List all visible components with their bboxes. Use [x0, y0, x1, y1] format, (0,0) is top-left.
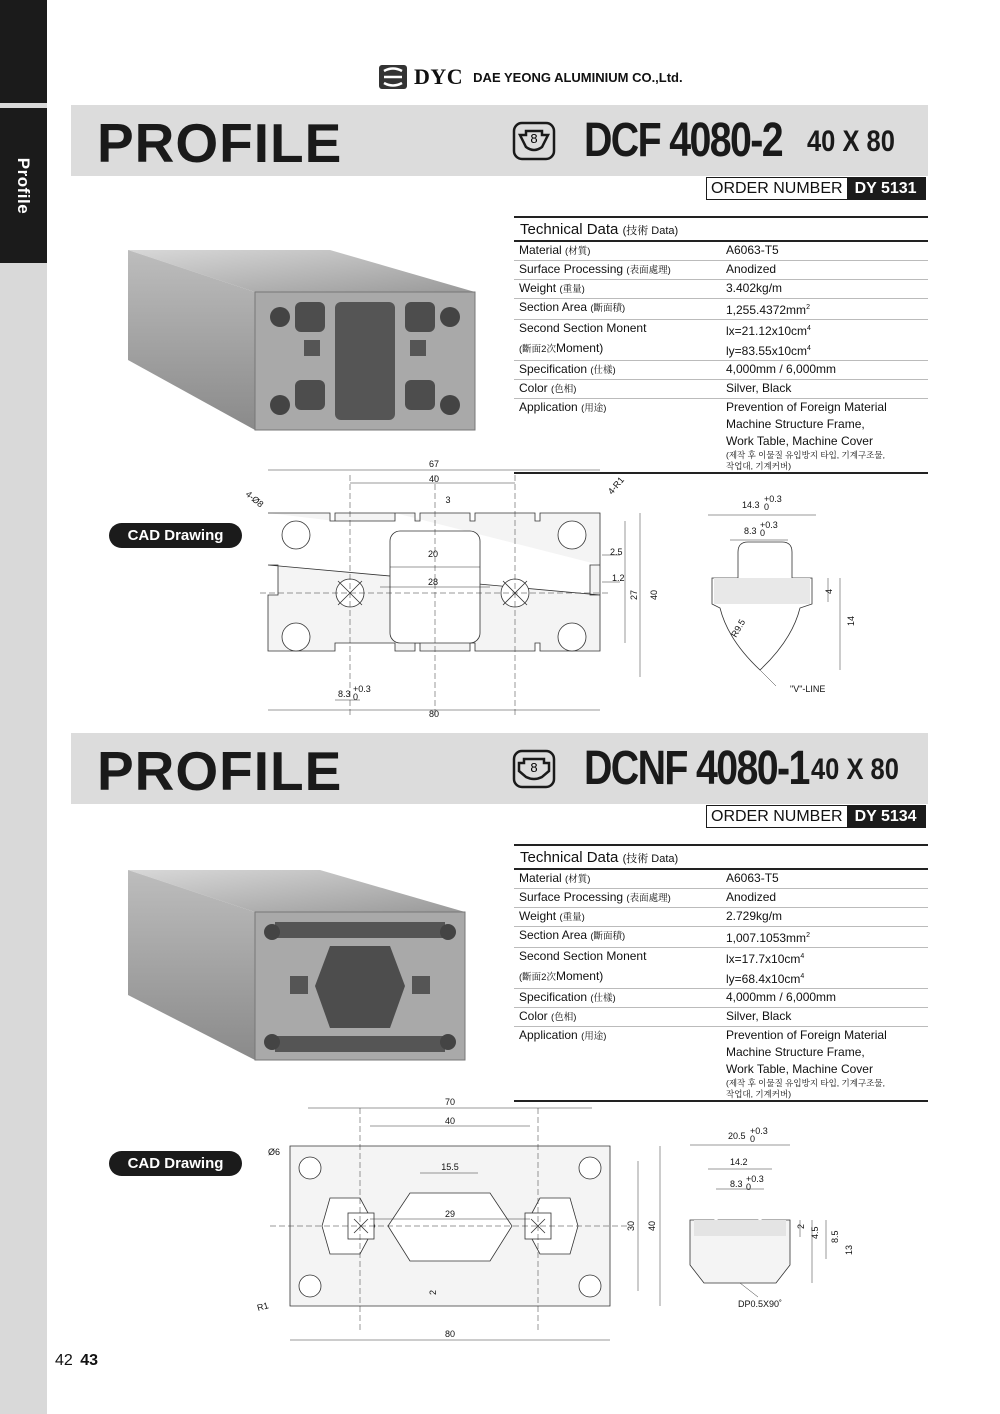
order-number-label: ORDER NUMBER — [707, 178, 847, 199]
row-value-note: (제작 후 이물질 유입방지 타입, 기계구조물, — [726, 1078, 885, 1088]
slot-dim: 4.5 — [810, 1226, 820, 1239]
row-key: Section Area — [519, 300, 588, 314]
row-value: lx=17.7x10cm — [726, 952, 801, 966]
model-dimensions: 40 X 80 — [811, 753, 899, 786]
table-row — [514, 261, 928, 280]
slot-dim-tol: +0.3 — [750, 1126, 768, 1136]
row-key: Material — [519, 243, 562, 257]
side-header-block — [0, 0, 47, 103]
slot-dim: 14.2 — [730, 1157, 748, 1167]
row-key: Second Section Monent — [519, 949, 647, 963]
row-value: lx=21.12x10cm — [726, 324, 808, 338]
row-value-sup: 2 — [806, 932, 810, 939]
row-key: Section Area — [519, 928, 588, 942]
technical-data-title-cjk: (技術 Data) — [622, 225, 679, 237]
row-key: Moment) — [555, 341, 604, 355]
cad-drawing-label-1: CAD Drawing — [109, 523, 242, 548]
row-key-cjk: (表面處理) — [626, 265, 671, 276]
side-tab-label-wrap[interactable] — [0, 108, 47, 263]
row-key-cjk: (斷面2次 — [519, 344, 556, 355]
cad-dim: 67 — [428, 459, 440, 469]
model-dimensions: 40 X 80 — [807, 125, 895, 158]
slot-dim: 20.5 — [728, 1131, 746, 1141]
cad-dim: 2 — [428, 1289, 438, 1295]
cad-dim: 30 — [626, 1220, 636, 1231]
slot-dim-tol: +0.3 — [760, 520, 778, 530]
company-logo — [378, 62, 683, 92]
row-value: Anodized — [726, 890, 777, 904]
row-value: 1,007.1053mm — [726, 931, 807, 945]
row-key: Specification — [519, 990, 588, 1004]
technical-data-heading — [514, 846, 928, 870]
row-value-note: (제작 후 이물질 유입방지 타입, 기계구조물, — [726, 450, 885, 460]
cad-dim: R1 — [255, 1300, 270, 1313]
row-value-sup: 2 — [806, 304, 810, 311]
table-row — [514, 340, 928, 361]
slot-dim: 8.3 — [744, 526, 757, 536]
row-key: Color — [519, 381, 548, 395]
row-value-sup: 4 — [807, 325, 811, 332]
slot-dim: 13 — [844, 1244, 854, 1255]
row-value-sup: 4 — [807, 345, 811, 352]
table-row — [514, 908, 928, 927]
technical-data-table-2 — [514, 844, 928, 1102]
row-value: 1,255.4372mm — [726, 303, 807, 317]
cad-dim: 4-Ø8 — [243, 488, 266, 510]
row-key: Color — [519, 1009, 548, 1023]
cad-drawing-1 — [240, 455, 680, 725]
profile-header-1 — [71, 105, 928, 176]
cad-dim: 20 — [427, 549, 439, 559]
slot-dim: 8.3 — [730, 1179, 743, 1189]
cad-dim: 80 — [428, 709, 440, 719]
row-value: ly=83.55x10cm — [726, 344, 808, 358]
slot-dim-tol: 0 — [760, 528, 766, 538]
slot-dim: 14 — [846, 615, 856, 626]
table-row — [514, 1008, 928, 1027]
cad-dim: 27 — [629, 589, 639, 600]
row-key-cjk: (重量) — [559, 284, 585, 295]
row-key-cjk: (斷面2次 — [519, 972, 556, 983]
slot-dim: R9.5 — [729, 617, 748, 639]
row-key: Weight — [519, 281, 557, 295]
row-value: A6063-T5 — [726, 871, 779, 885]
cad-dim: 40 — [428, 474, 440, 484]
row-key-cjk: (材質) — [565, 874, 591, 885]
slot-dim: 8.5 — [830, 1230, 840, 1243]
row-value: Silver, Black — [726, 1009, 792, 1023]
row-key: Surface Processing — [519, 890, 624, 904]
row-value-note-2: 작업대, 기계커버) — [726, 1089, 792, 1099]
slot-detail-1 — [700, 490, 880, 700]
table-row — [514, 380, 928, 399]
page-number-left: 42 — [55, 1352, 73, 1369]
row-value-line-3: Work Table, Machine Cover — [726, 434, 873, 448]
cad-dim: 70 — [444, 1097, 456, 1107]
row-key-cjk: (用途) — [581, 403, 607, 414]
row-key: Application — [519, 1028, 578, 1042]
table-row — [514, 280, 928, 299]
order-number-1 — [706, 177, 926, 200]
cad-dim: 4-R1 — [605, 474, 627, 497]
cad-dim: 29 — [444, 1209, 456, 1219]
table-row — [514, 889, 928, 908]
technical-data-title: Technical Data — [520, 221, 619, 238]
profile-3d-render-2 — [120, 860, 480, 1090]
profile-header-2 — [71, 733, 928, 804]
row-value: A6063-T5 — [726, 243, 779, 257]
row-value: Prevention of Foreign Material — [726, 1028, 887, 1042]
row-value-note-2: 작업대, 기계커버) — [726, 461, 792, 471]
cad-dim-tol: 0 — [353, 692, 359, 702]
table-row — [514, 361, 928, 380]
table-row — [514, 948, 928, 968]
cad-dim: 15.5 — [441, 1162, 459, 1172]
cad-drawing-label-2: CAD Drawing — [109, 1151, 242, 1176]
side-tab-label: Profile — [14, 157, 34, 214]
row-key: Application — [519, 400, 578, 414]
table-row — [514, 320, 928, 340]
slot-dim-tol: +0.3 — [746, 1174, 764, 1184]
cad-dim: 1.2 — [612, 573, 625, 583]
model-number: DCF 4080-2 — [584, 114, 782, 167]
slot-dim: 2 — [796, 1223, 806, 1229]
row-key-cjk: (斷面積) — [590, 931, 626, 942]
slot-profile-icon — [512, 749, 556, 789]
slot-dim-tol: 0 — [746, 1182, 752, 1192]
cad-dim-tol: +0.3 — [353, 684, 371, 694]
row-key-cjk: (重量) — [559, 912, 585, 923]
slot-dim: 14.3 — [742, 500, 760, 510]
row-key-cjk: (色相) — [551, 384, 577, 395]
table-row — [514, 242, 928, 261]
order-number-2 — [706, 805, 926, 828]
page-number-right: 43 — [80, 1352, 99, 1369]
row-key-cjk: (材質) — [565, 246, 591, 257]
cad-dim: 3 — [445, 495, 451, 505]
order-number-value: DY 5131 — [847, 178, 925, 199]
row-value-line-2: Machine Structure Frame, — [726, 1045, 865, 1059]
row-key-cjk: (色相) — [551, 1012, 577, 1023]
cad-dim: 40 — [647, 1220, 657, 1231]
table-row — [514, 968, 928, 989]
slot-profile-icon — [512, 121, 556, 161]
row-value-line-2: Machine Structure Frame, — [726, 417, 865, 431]
order-number-label: ORDER NUMBER — [707, 806, 847, 827]
slot-dim-tol: 0 — [750, 1134, 756, 1144]
technical-data-title-cjk: (技術 Data) — [622, 853, 679, 865]
cad-dim: 28 — [427, 577, 439, 587]
row-value: 3.402kg/m — [726, 281, 783, 295]
technical-data-heading — [514, 218, 928, 242]
cad-dim: 40 — [649, 589, 659, 600]
slot-dim-tol: 0 — [764, 502, 770, 512]
row-key-cjk: (仕樣) — [590, 365, 616, 376]
order-number-value: DY 5134 — [847, 806, 925, 827]
row-value: 2.729kg/m — [726, 909, 783, 923]
slot-dim: 4 — [824, 588, 834, 594]
slot-icon-number: 8 — [530, 760, 538, 775]
table-row — [514, 299, 928, 320]
row-key-cjk: (仕樣) — [590, 993, 616, 1004]
row-value: Anodized — [726, 262, 777, 276]
cad-dim: 2.5 — [610, 547, 623, 557]
table-row — [514, 927, 928, 948]
slot-dim-tol: +0.3 — [764, 494, 782, 504]
row-value: Prevention of Foreign Material — [726, 400, 887, 414]
row-key: Moment) — [555, 969, 604, 983]
row-key-cjk: (表面處理) — [626, 893, 671, 904]
row-value: ly=68.4x10cm — [726, 972, 801, 986]
cad-drawing-2 — [250, 1093, 680, 1348]
row-key: Specification — [519, 362, 588, 376]
profile-title: PROFILE — [97, 112, 343, 174]
slot-detail-2 — [680, 1125, 870, 1315]
table-row — [514, 870, 928, 889]
slot-dim: DP0.5X90˚ — [738, 1299, 783, 1309]
cad-dim: 80 — [444, 1329, 456, 1339]
row-value: 4,000mm / 6,000mm — [726, 990, 837, 1004]
cad-dim: 40 — [444, 1116, 456, 1126]
row-key: Surface Processing — [519, 262, 624, 276]
table-row — [514, 1027, 928, 1100]
technical-data-title: Technical Data — [520, 849, 619, 866]
dyc-logo-icon — [378, 63, 408, 91]
page-numbers — [55, 1352, 98, 1370]
row-value: Silver, Black — [726, 381, 792, 395]
profile-title: PROFILE — [97, 740, 343, 802]
model-number: DCNF 4080-1 — [584, 742, 809, 795]
company-name: DAE YEONG ALUMINIUM CO.,Ltd. — [473, 69, 683, 85]
cad-dim: 8.3 — [338, 689, 351, 699]
row-value-line-3: Work Table, Machine Cover — [726, 1062, 873, 1076]
brand-name: DYC — [414, 64, 464, 89]
row-key-cjk: (斷面積) — [590, 303, 626, 314]
table-row — [514, 989, 928, 1008]
slot-dim: "V"-LINE — [790, 684, 826, 694]
row-key: Weight — [519, 909, 557, 923]
row-value: 4,000mm / 6,000mm — [726, 362, 837, 376]
row-value-sup: 4 — [800, 973, 805, 980]
profile-3d-render-1 — [120, 240, 480, 470]
row-key: Material — [519, 871, 562, 885]
slot-icon-number: 8 — [530, 131, 538, 146]
row-key: Second Section Monent — [519, 321, 647, 335]
row-value-sup: 4 — [800, 953, 805, 960]
cad-dim: Ø6 — [268, 1147, 281, 1157]
row-key-cjk: (用途) — [581, 1031, 607, 1042]
technical-data-table-1 — [514, 216, 928, 474]
